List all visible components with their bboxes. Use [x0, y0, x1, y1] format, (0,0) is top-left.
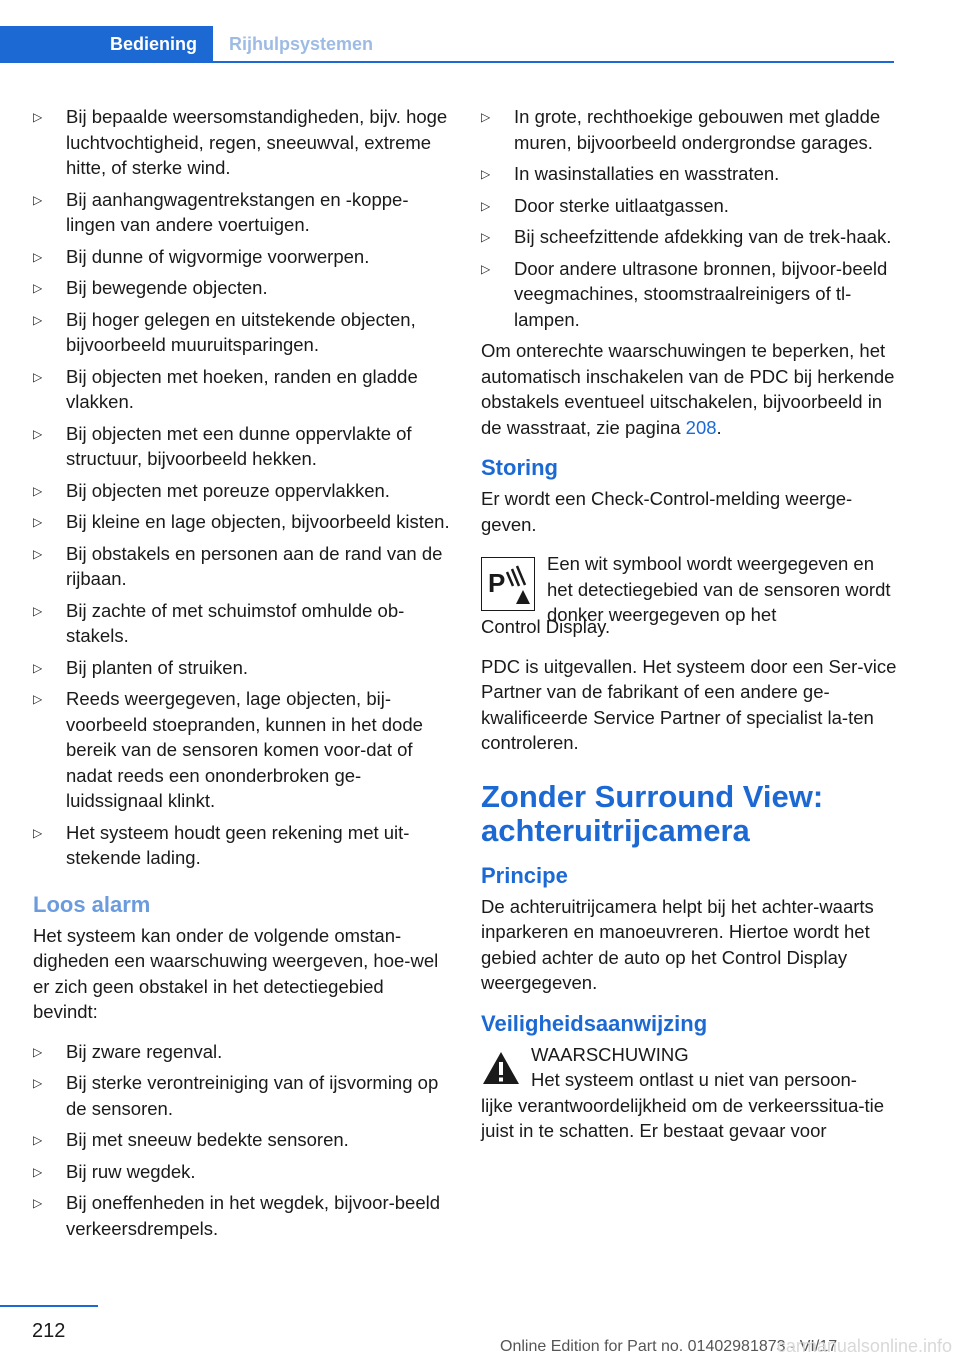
- list-item: ▷ Bij ruw wegdek.: [33, 1159, 451, 1185]
- list-item: ▷ Bij objecten met poreuze oppervlakken.: [33, 478, 451, 504]
- alarm-list: [33, 1039, 451, 1242]
- veiligheid-heading: Veiligheidsaanwijzing: [481, 1010, 708, 1036]
- pdc-fault-icon: [481, 557, 535, 611]
- icon-explanation-tail: Control Display.: [481, 616, 611, 637]
- list-item: ▷ Bij bepaalde weersomstandigheden, bijv. hoge luchtvochtigheid, regen, sneeuwval, extreme hitte, of sterke wind.: [33, 104, 451, 181]
- list-item: ▷ Bij hoger gelegen en uitstekende objecten, bijvoorbeeld muuruitsparingen.: [33, 307, 451, 358]
- warning-triangle-icon: [481, 1050, 521, 1086]
- list-item: ▷ Door sterke uitlaatgassen.: [481, 193, 897, 219]
- pdc-failure-text: PDC is uitgevallen. Het systeem door een Ser-vice Partner van de fabrikant of een andere ge-kwalificeerde Service Partner of specialist la-ten controleren.: [481, 655, 897, 753]
- situations-list: [481, 104, 897, 332]
- page-number: 212: [32, 1320, 66, 1342]
- header-divider: [0, 61, 894, 63]
- watermark: carmanualsonline.info: [776, 1336, 952, 1356]
- loos-alarm-intro: Het systeem kan onder de volgende omstan-digheden een waarschuwing weergeven, hoe-wel er zich geen obstakel in het detectiegebied bevindt:: [33, 924, 439, 1022]
- list-item: ▷ Bij zware regenval.: [33, 1039, 451, 1065]
- list-item: ▷ Bij aanhangwagentrekstangen en -koppe-lingen van andere voertuigen.: [33, 187, 451, 238]
- storing-heading: Storing: [481, 455, 558, 480]
- list-item: ▷ Het systeem houdt geen rekening met uit-stekende lading.: [33, 820, 451, 871]
- list-item: ▷ Bij objecten met hoeken, randen en gladde vlakken.: [33, 364, 451, 415]
- tab-bediening[interactable]: Bediening: [0, 26, 213, 62]
- list-item: ▷ Bij met sneeuw bedekte sensoren.: [33, 1127, 451, 1153]
- list-item: ▷ Door andere ultrasone bronnen, bijvoor-beeld veegmachines, stoomstraalreinigers of tl-lampen.: [481, 256, 897, 333]
- icon-explanation: Een wit symbool wordt weergegeven en het detectiegebied van de sensoren wordt donker weergegeven op het: [547, 553, 891, 625]
- list-item: ▷ Bij kleine en lage objecten, bijvoorbeeld kisten.: [33, 509, 451, 535]
- page-link[interactable]: 208: [685, 416, 717, 438]
- list-item: ▷ Bij dunne of wigvormige voorwerpen.: [33, 244, 451, 270]
- section-title: Zonder Surround View: achteruitrijcamera: [481, 778, 824, 848]
- storing-text: Er wordt een Check-Control-melding weerge-geven.: [481, 488, 853, 535]
- list-item: ▷ Bij objecten met een dunne oppervlakte of structuur, bijvoorbeeld hekken.: [33, 421, 451, 472]
- list-item: ▷ Bij scheefzittende afdekking van de trek-haak.: [481, 224, 897, 250]
- list-item: ▷ Bij bewegende objecten.: [33, 275, 451, 301]
- left-column: [33, 104, 451, 1247]
- pdc-wash-paragraph: [481, 338, 897, 440]
- list-item: ▷ In wasinstallaties en wasstraten.: [481, 161, 897, 187]
- right-column: [481, 104, 897, 1144]
- warning-text: lijke verantwoordelijkheid om de verkeerssitua-tie juist in te schatten. Er bestaat gevaar voor: [481, 1094, 885, 1141]
- footer-divider: [0, 1305, 98, 1307]
- warning-block: [481, 1042, 897, 1093]
- limitations-list: [33, 104, 451, 871]
- list-item: ▷ Reeds weergegeven, lage objecten, bij-voorbeeld stoepranden, kunnen in het dode bereik van de sensoren komen voor-dat of nadat reeds een ononderbroken ge-luidssignaal klinkt.: [33, 686, 451, 814]
- list-item: ▷ Bij obstakels en personen aan de rand van de rijbaan.: [33, 541, 451, 592]
- pdc-warning-row: [481, 551, 897, 628]
- tab-rijhulpsystemen[interactable]: Rijhulpsystemen: [229, 34, 374, 54]
- principe-heading: Principe: [481, 862, 568, 888]
- warning-label: WAARSCHUWING: [531, 1043, 689, 1065]
- paragraph-text: Om onterechte waarschuwingen te beperken, het automatisch inschakelen van de PDC bij herkende obstakels eventueel uitschakelen, bijvoorbeeld in de wasstraat, zie pagina: [481, 340, 895, 438]
- list-item: ▷ Bij oneffenheden in het wegdek, bijvoor-beeld verkeersdrempels.: [33, 1190, 451, 1241]
- edition-note: Online Edition for Part no. 01402981873 - VI/17: [500, 1338, 838, 1355]
- principe-text: De achteruitrijcamera helpt bij het achter-waarts inparkeren en manoeuvreren. Hiertoe wordt het gebied achter de auto op het Control Display weergegeven.: [481, 895, 874, 993]
- list-item: ▷ In grote, rechthoekige gebouwen met gladde muren, bijvoorbeeld ondergrondse garages.: [481, 104, 897, 155]
- list-item: ▷ Bij sterke verontreiniging van of ijsvorming op de sensoren.: [33, 1070, 451, 1121]
- warning-lead: Het systeem ontlast u niet van persoon-: [531, 1069, 857, 1090]
- paragraph-end: .: [716, 416, 722, 438]
- loos-alarm-heading: Loos alarm: [33, 891, 151, 917]
- svg-text:P: P: [488, 568, 506, 598]
- header-tabs: [0, 26, 389, 62]
- list-item: ▷ Bij zachte of met schuimstof omhulde ob-stakels.: [33, 598, 451, 649]
- list-item: ▷ Bij planten of struiken.: [33, 655, 451, 681]
